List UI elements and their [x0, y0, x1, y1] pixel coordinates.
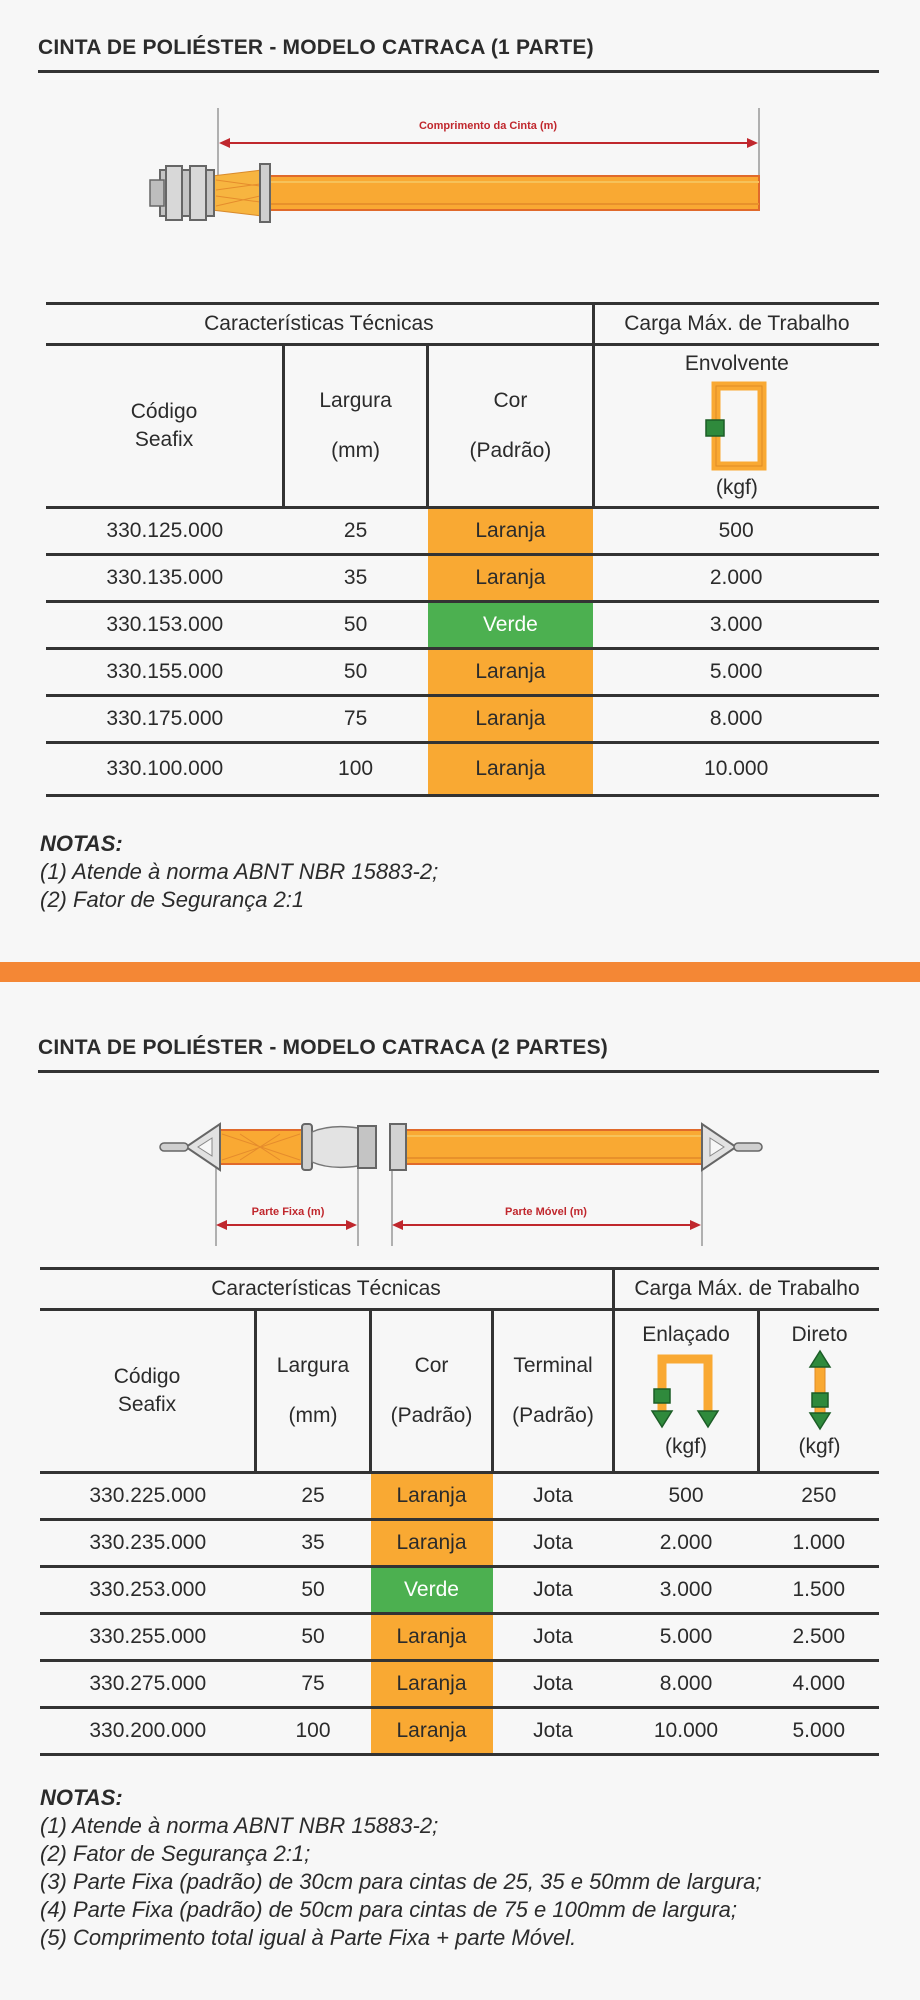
header-carga: Carga Máx. de Trabalho — [614, 1269, 880, 1310]
cell-direto: 1.500 — [759, 1567, 880, 1614]
envolvente-icon — [702, 380, 772, 472]
cell-codigo: 330.275.000 — [40, 1661, 256, 1708]
cell-codigo: 330.155.000 — [46, 649, 284, 696]
cell-codigo: 330.253.000 — [40, 1567, 256, 1614]
cell-terminal: Jota — [493, 1567, 614, 1614]
cell-direto: 5.000 — [759, 1708, 880, 1755]
header-kgf: (kgf) — [715, 476, 758, 499]
notes-2-item: (3) Parte Fixa (padrão) de 30cm para cintas de 25, 35 e 50mm de largura; — [40, 1869, 762, 1894]
cell-terminal: Jota — [493, 1473, 614, 1520]
cell-cor: Laranja — [428, 696, 594, 743]
cell-enlacado: 500 — [614, 1473, 759, 1520]
header-kgf: (kgf) — [665, 1435, 707, 1458]
header-enlacado — [614, 1310, 759, 1473]
header-direto-label: Direto — [791, 1323, 848, 1346]
cell-largura: 100 — [284, 743, 428, 796]
header-cor — [371, 1310, 493, 1473]
header-largura-l2: (mm) — [331, 439, 381, 462]
header-kgf: (kgf) — [798, 1435, 841, 1458]
cell-enlacado: 5.000 — [614, 1614, 759, 1661]
cell-carga: 3.000 — [593, 602, 879, 649]
cell-largura: 50 — [256, 1567, 371, 1614]
direto-icon — [800, 1349, 840, 1433]
cell-codigo: 330.175.000 — [46, 696, 284, 743]
table-row — [40, 1614, 879, 1661]
cell-cor: Verde — [428, 602, 594, 649]
cell-direto: 2.500 — [759, 1614, 880, 1661]
notes-1-title: NOTAS: — [40, 831, 123, 856]
cell-cor: Laranja — [371, 1708, 493, 1755]
section2-title: CINTA DE POLIÉSTER - MODELO CATRACA (2 PARTES) — [38, 1036, 879, 1073]
cell-carga: 10.000 — [593, 743, 879, 796]
cell-terminal: Jota — [493, 1520, 614, 1567]
section1-title: CINTA DE POLIÉSTER - MODELO CATRACA (1 PARTE) — [38, 36, 879, 73]
header-enlacado-label: Enlaçado — [642, 1323, 730, 1346]
cell-carga: 500 — [593, 508, 879, 555]
table-row — [46, 743, 879, 796]
header-codigo-l2: Seafix — [134, 428, 194, 451]
cell-largura: 25 — [284, 508, 428, 555]
table-row — [46, 508, 879, 555]
header-largura-l1: Largura — [319, 389, 392, 412]
header-codigo-l2: Seafix — [117, 1393, 177, 1416]
cell-cor: Laranja — [428, 649, 594, 696]
header-largura — [256, 1310, 371, 1473]
diagram-label-movel: Parte Móvel (m) — [505, 1206, 587, 1218]
header-codigo — [46, 345, 284, 508]
table-1 — [46, 302, 879, 797]
cell-terminal: Jota — [493, 1614, 614, 1661]
cell-cor: Verde — [371, 1567, 493, 1614]
header-cor-l2: (Padrão) — [390, 1404, 473, 1427]
table-row — [46, 555, 879, 602]
cell-codigo: 330.135.000 — [46, 555, 284, 602]
header-direto — [759, 1310, 880, 1473]
notes-1 — [40, 830, 438, 914]
header-cor-l1: Cor — [493, 389, 528, 412]
header-largura-l2: (mm) — [288, 1404, 338, 1427]
header-codigo — [40, 1310, 256, 1473]
cell-terminal: Jota — [493, 1708, 614, 1755]
notes-1-item: (1) Atende à norma ABNT NBR 15883-2; — [40, 859, 439, 884]
cell-largura: 35 — [256, 1520, 371, 1567]
notes-2 — [40, 1784, 761, 1952]
cell-codigo: 330.235.000 — [40, 1520, 256, 1567]
table-row — [40, 1661, 879, 1708]
cell-direto: 4.000 — [759, 1661, 880, 1708]
strap-diagram-1 — [0, 100, 920, 260]
cell-cor: Laranja — [428, 743, 594, 796]
notes-2-item: (5) Comprimento total igual à Parte Fixa + parte Móvel. — [40, 1925, 577, 1950]
notes-2-item: (1) Atende à norma ABNT NBR 15883-2; — [40, 1813, 439, 1838]
cell-codigo: 330.153.000 — [46, 602, 284, 649]
cell-codigo: 330.200.000 — [40, 1708, 256, 1755]
header-largura-l1: Largura — [276, 1354, 350, 1377]
cell-codigo: 330.255.000 — [40, 1614, 256, 1661]
cell-enlacado: 3.000 — [614, 1567, 759, 1614]
header-terminal — [493, 1310, 614, 1473]
cell-largura: 50 — [284, 649, 428, 696]
cell-enlacado: 2.000 — [614, 1520, 759, 1567]
notes-1-item: (2) Fator de Segurança 2:1 — [40, 887, 305, 912]
notes-2-item: (4) Parte Fixa (padrão) de 50cm para cintas de 75 e 100mm de largura; — [40, 1897, 738, 1922]
table-row — [40, 1473, 879, 1520]
enlacado-icon — [646, 1349, 726, 1433]
header-terminal-l1: Terminal — [513, 1354, 593, 1377]
notes-2-item: (2) Fator de Segurança 2:1; — [40, 1841, 311, 1866]
header-envolvente-label: Envolvente — [684, 352, 789, 375]
header-codigo-l1: Código — [130, 400, 198, 423]
section-divider — [0, 962, 920, 982]
cell-cor: Laranja — [428, 508, 594, 555]
cell-codigo: 330.125.000 — [46, 508, 284, 555]
header-cor — [428, 345, 594, 508]
header-terminal-l2: (Padrão) — [512, 1404, 594, 1427]
cell-largura: 50 — [256, 1614, 371, 1661]
cell-cor: Laranja — [371, 1520, 493, 1567]
cell-largura: 100 — [256, 1708, 371, 1755]
table-row — [40, 1520, 879, 1567]
cell-codigo: 330.100.000 — [46, 743, 284, 796]
cell-cor: Laranja — [428, 555, 594, 602]
diagram-label-length: Comprimento da Cinta (m) — [418, 120, 558, 132]
header-carga: Carga Máx. de Trabalho — [593, 304, 879, 345]
header-caracteristicas: Características Técnicas — [40, 1269, 614, 1310]
cell-largura: 75 — [256, 1661, 371, 1708]
header-cor-l1: Cor — [414, 1354, 449, 1377]
cell-direto: 1.000 — [759, 1520, 880, 1567]
strap-diagram-2 — [0, 1110, 920, 1260]
header-cor-l2: (Padrão) — [469, 439, 552, 462]
table-row — [46, 602, 879, 649]
cell-terminal: Jota — [493, 1661, 614, 1708]
cell-cor: Laranja — [371, 1473, 493, 1520]
cell-enlacado: 10.000 — [614, 1708, 759, 1755]
header-largura — [284, 345, 428, 508]
cell-enlacado: 8.000 — [614, 1661, 759, 1708]
header-caracteristicas: Características Técnicas — [46, 304, 593, 345]
cell-carga: 5.000 — [593, 649, 879, 696]
cell-cor: Laranja — [371, 1661, 493, 1708]
cell-carga: 8.000 — [593, 696, 879, 743]
header-envolvente — [593, 345, 879, 508]
cell-cor: Laranja — [371, 1614, 493, 1661]
header-codigo-l1: Código — [113, 1365, 181, 1388]
table-row — [40, 1708, 879, 1755]
cell-largura: 25 — [256, 1473, 371, 1520]
cell-codigo: 330.225.000 — [40, 1473, 256, 1520]
table-2 — [40, 1267, 879, 1756]
table-row — [40, 1567, 879, 1614]
cell-largura: 35 — [284, 555, 428, 602]
table-row — [46, 696, 879, 743]
diagram-label-fixa: Parte Fixa (m) — [251, 1206, 325, 1218]
notes-2-title: NOTAS: — [40, 1785, 123, 1810]
cell-largura: 50 — [284, 602, 428, 649]
table-row — [46, 649, 879, 696]
cell-carga: 2.000 — [593, 555, 879, 602]
cell-largura: 75 — [284, 696, 428, 743]
cell-direto: 250 — [759, 1473, 880, 1520]
